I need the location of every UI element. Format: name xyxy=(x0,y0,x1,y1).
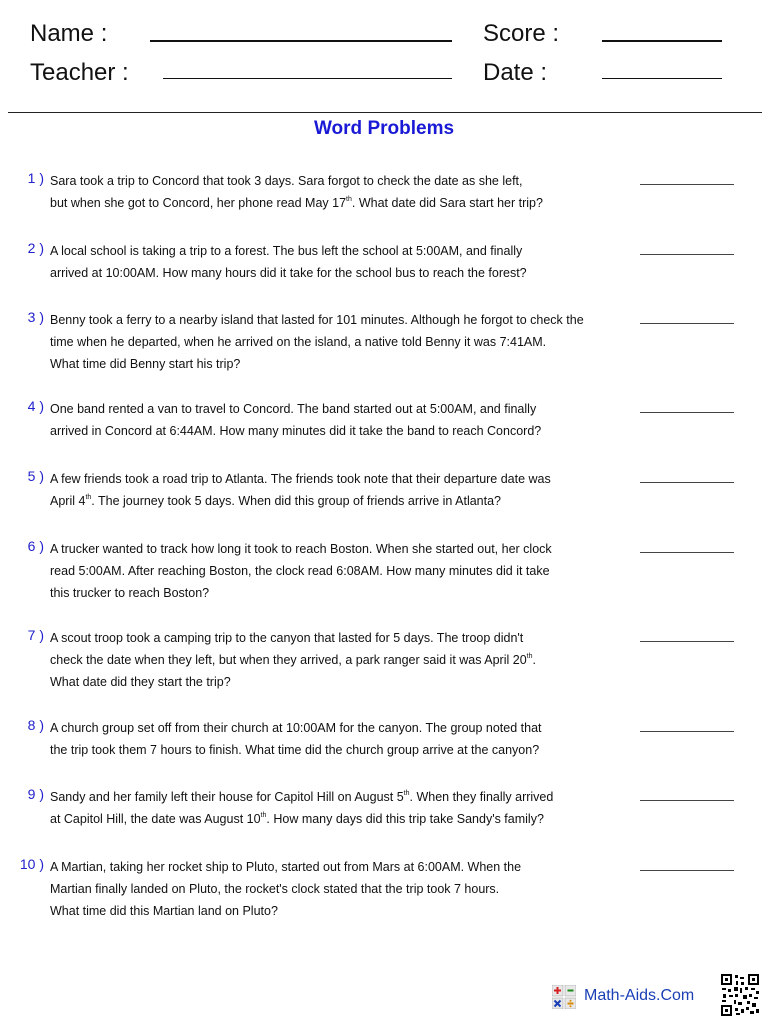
problem-text-segment: . How many days did this trip take Sandy's family? xyxy=(266,812,544,826)
problem-number: 8 ) xyxy=(27,717,44,733)
problem-text-segment: April 4 xyxy=(50,494,86,508)
problem-line xyxy=(50,627,625,649)
problem-line xyxy=(50,560,625,582)
problem-text-segment: Benny took a ferry to a nearby island that lasted for 101 minutes. Although he forgot to check the xyxy=(50,313,584,327)
date-field[interactable] xyxy=(602,78,722,79)
problem-line xyxy=(50,786,625,808)
problem-text xyxy=(50,309,625,375)
name-label: Name : xyxy=(30,20,108,47)
problem-text-segment: Martian finally landed on Pluto, the rocket's clock stated that the trip took 7 hours. xyxy=(50,882,500,896)
problem-text xyxy=(50,856,625,922)
answer-blank[interactable] xyxy=(640,323,734,324)
problem-text-segment: this trucker to reach Boston? xyxy=(50,586,210,600)
problem-line xyxy=(50,353,625,375)
problem-line xyxy=(50,170,625,192)
problem-number: 1 ) xyxy=(27,170,44,186)
calculator-operations-icon xyxy=(552,985,576,1009)
problem-line xyxy=(50,420,625,442)
problem-text xyxy=(50,398,625,442)
problem-line xyxy=(50,398,625,420)
problem-line xyxy=(50,717,625,739)
problem-text-segment: . What date did Sara start her trip? xyxy=(351,196,543,210)
answer-blank[interactable] xyxy=(640,731,734,732)
worksheet-title: Word Problems xyxy=(313,118,455,139)
problem-text-segment: A Martian, taking her rocket ship to Pluto, started out from Mars at 6:00AM. When the xyxy=(50,860,522,874)
problem-text xyxy=(50,240,625,284)
answer-blank[interactable] xyxy=(640,254,734,255)
problem-text-segment: A local school is taking a trip to a forest. The bus left the school at 5:00AM, and finally xyxy=(50,244,523,258)
problem-text-segment: What time did this Martian land on Pluto? xyxy=(50,904,278,918)
answer-blank[interactable] xyxy=(640,870,734,871)
problem-line xyxy=(50,309,625,331)
problem-text-segment: . When they finally arrived xyxy=(409,790,554,804)
problem-text xyxy=(50,468,625,512)
answer-blank[interactable] xyxy=(640,412,734,413)
answer-blank[interactable] xyxy=(640,552,734,553)
problem-text-segment: arrived at 10:00AM. How many hours did it take for the school bus to reach the forest? xyxy=(50,266,527,280)
teacher-field[interactable] xyxy=(163,78,452,79)
problem-line xyxy=(50,240,625,262)
problem-number: 5 ) xyxy=(27,468,44,484)
date-label: Date : xyxy=(483,59,548,86)
teacher-label: Teacher : xyxy=(30,59,129,86)
problem-text-segment: . xyxy=(532,653,536,667)
problem-text-segment: but when she got to Concord, her phone read May 17 xyxy=(50,196,347,210)
problem-text-segment: A church group set off from their church at 10:00AM for the canyon. The group noted that xyxy=(50,721,542,735)
problem-line xyxy=(50,856,625,878)
problem-number: 7 ) xyxy=(27,627,44,643)
problem-number: 3 ) xyxy=(27,309,44,325)
problem-number: 2 ) xyxy=(27,240,44,256)
ordinal-suffix: th xyxy=(260,812,267,819)
answer-blank[interactable] xyxy=(640,800,734,801)
problem-line xyxy=(50,878,625,900)
problem-line xyxy=(50,468,625,490)
problem-text-segment: A few friends took a road trip to Atlanta. The friends took note that their departure date was xyxy=(50,472,551,486)
score-field[interactable] xyxy=(602,40,722,42)
problem-number: 4 ) xyxy=(27,398,44,414)
problem-line xyxy=(50,649,625,671)
problem-number: 6 ) xyxy=(27,538,44,554)
problem-text-segment: A scout troop took a camping trip to the canyon that lasted for 5 days. The troop didn't xyxy=(50,631,524,645)
problem-line xyxy=(50,900,625,922)
problem-text-segment: at Capitol Hill, the date was August 10 xyxy=(50,812,261,826)
problem-text xyxy=(50,538,625,604)
problem-text-segment: One band rented a van to travel to Concord. The band started out at 5:00AM, and finally xyxy=(50,402,537,416)
problem-text-segment: time when he departed, when he arrived on the island, a native told Benny it was 7:41AM. xyxy=(50,335,547,349)
problem-text xyxy=(50,170,625,214)
problem-line xyxy=(50,582,625,604)
problem-text-segment: arrived in Concord at 6:44AM. How many minutes did it take the band to reach Concord? xyxy=(50,424,542,438)
problem-line xyxy=(50,671,625,693)
problem-line xyxy=(50,331,625,353)
problem-text-segment: read 5:00AM. After reaching Boston, the clock read 6:08AM. How many minutes did it take xyxy=(50,564,550,578)
header-divider xyxy=(8,112,762,113)
problem-line xyxy=(50,192,625,214)
problem-line xyxy=(50,262,625,284)
problem-line xyxy=(50,538,625,560)
answer-blank[interactable] xyxy=(640,641,734,642)
problem-text-segment: What time did Benny start his trip? xyxy=(50,357,241,371)
problem-text-segment: . The journey took 5 days. When did this group of friends arrive in Atlanta? xyxy=(91,494,502,508)
problem-text-segment: check the date when they left, but when they arrived, a park ranger said it was April 20 xyxy=(50,653,527,667)
problem-text-segment: Sandy and her family left their house for Capitol Hill on August 5 xyxy=(50,790,404,804)
name-field[interactable] xyxy=(150,40,452,42)
problem-line xyxy=(50,808,625,830)
ordinal-suffix: th xyxy=(346,196,352,203)
ordinal-suffix: th xyxy=(85,494,92,501)
ordinal-suffix: th xyxy=(526,653,533,660)
ordinal-suffix: th xyxy=(403,790,410,797)
problem-line xyxy=(50,490,625,512)
qr-code-icon xyxy=(720,973,760,1017)
problem-text-segment: the trip took them 7 hours to finish. What time did the church group arrive at the canyon? xyxy=(50,743,540,757)
answer-blank[interactable] xyxy=(640,482,734,483)
answer-blank[interactable] xyxy=(640,184,734,185)
problem-number: 10 ) xyxy=(19,856,44,872)
site-link[interactable]: Math-Aids.Com xyxy=(584,987,695,1004)
score-label: Score : xyxy=(483,20,560,47)
problem-text xyxy=(50,786,625,830)
problem-text xyxy=(50,627,625,693)
problem-text-segment: Sara took a trip to Concord that took 3 days. Sara forgot to check the date as she left, xyxy=(50,174,523,188)
problem-line xyxy=(50,739,625,761)
problem-text xyxy=(50,717,625,761)
problem-text-segment: A trucker wanted to track how long it took to reach Boston. When she started out, her clock xyxy=(50,542,552,556)
problem-text-segment: What date did they start the trip? xyxy=(50,675,231,689)
problem-number: 9 ) xyxy=(27,786,44,802)
